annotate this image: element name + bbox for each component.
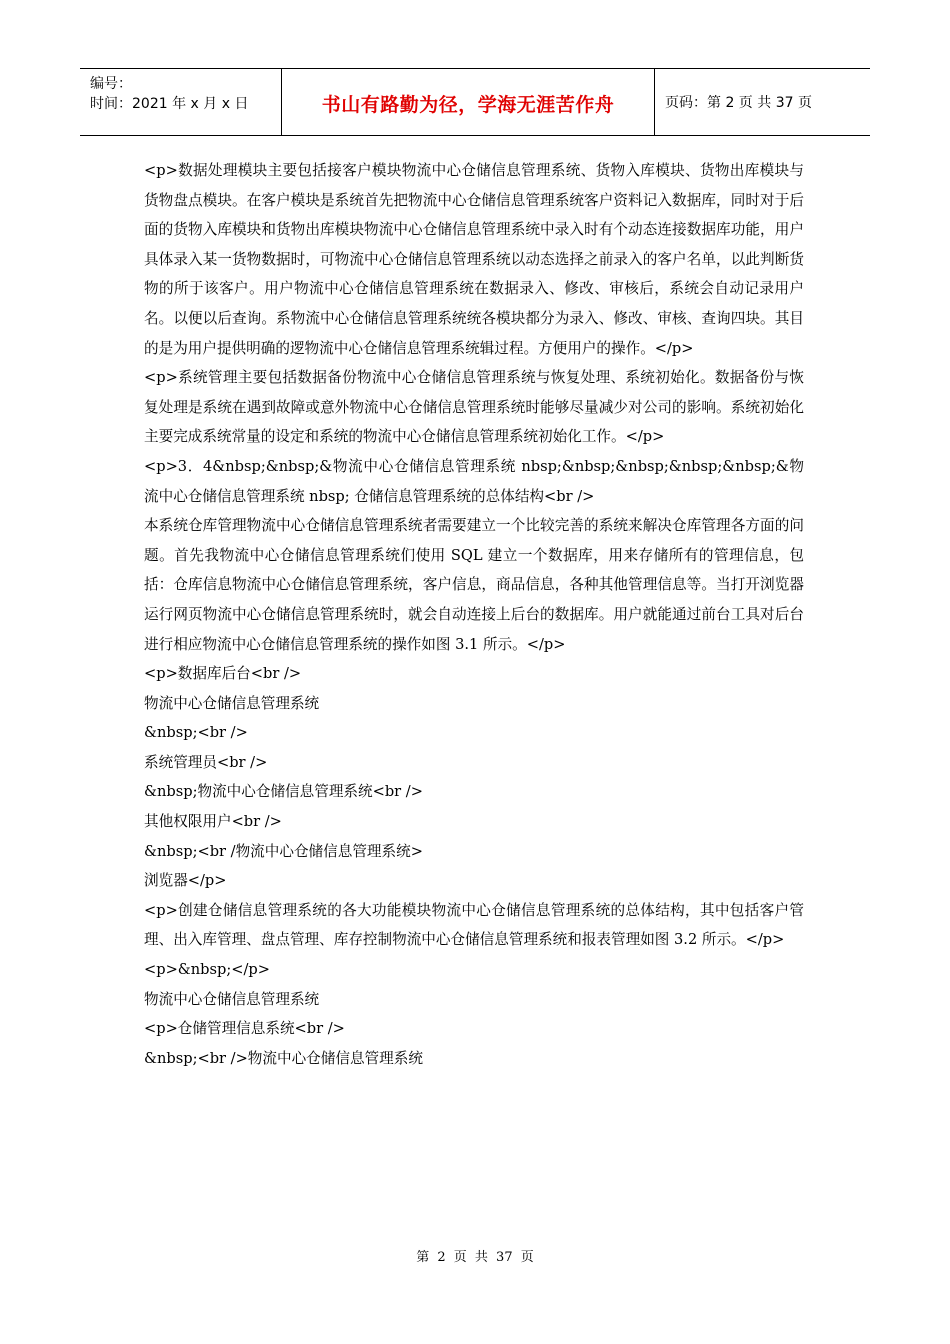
paragraph: <p>仓储管理信息系统<br /> <box>144 1020 345 1038</box>
number-label: 编号： <box>90 76 132 92</box>
paragraph: 物流中心仓储信息管理系统 <box>144 694 320 712</box>
time-label: 时间：2021 年 x 月 x 日 <box>90 96 249 112</box>
page-header <box>80 68 870 136</box>
paragraph: <p>数据库后台<br /> <box>144 665 302 683</box>
document-body <box>144 156 804 1073</box>
paragraph: <p>数据处理模块主要包括接客户模块物流中心仓储信息管理系统、货物入库模块、货物出库模块与货物盘点模块。在客户模块是系统首先把物流中心仓储信息管理系统客户资料记入数据库，同时对于后面的货物入库模块和货物出库模块物流中心仓储信息管理系统中录入时有个动态连接数据库功能，用户具体录入某一货物数据时，可物流中心仓储信息管理系统以动态选择之前录入的客户名单，以此判断货物的所于该客户。用户物流中心仓储信息管理系统在数据录入、修改、审核后，系统会自动记录用户名。以便以后查询。系物流中心仓储信息管理系统统各模块都分为录入、修改、审核、查询四块。其目的是为用户提供明确的逻物流中心仓储信息管理系统辑过程。方便用户的操作。</p> <box>144 162 804 357</box>
paragraph: &nbsp;<br />物流中心仓储信息管理系统 <box>144 1049 423 1067</box>
paragraph: <p>系统管理主要包括数据备份物流中心仓储信息管理系统与恢复处理、系统初始化。数据备份与恢复处理是系统在遇到故障或意外物流中心仓储信息管理系统时能够尽量减少对公司的影响。系统初始化主要完成系统常量的设定和系统的物流中心仓储信息管理系统初始化工作。</p> <box>144 369 804 446</box>
paragraph: 本系统仓库管理物流中心仓储信息管理系统者需要建立一个比较完善的系统来解决仓库管理各方面的问题。首先我物流中心仓储信息管理系统们使用 SQL 建立一个数据库，用来存储所有的管理信息，包括：仓库信息物流中心仓储信息管理系统，客户信息，商品信息，各种其他管理信息等。当打开浏览器运行网页物流中心仓储信息管理系统时，就会自动连接上后台的数据库。用户就能通过前台工具对后台进行相应物流中心仓储信息管理系统的操作如图 3.1 所示。</p> <box>144 517 804 653</box>
paragraph: <p>创建仓储信息管理系统的各大功能模块物流中心仓储信息管理系统的总体结构，其中包括客户管理、出入库管理、盘点管理、库存控制物流中心仓储信息管理系统和报表管理如图 3.2 所示。</p> <box>144 901 804 949</box>
page-footer: 第 2 页 共 37 页 <box>416 1250 534 1265</box>
paragraph: &nbsp;<br /物流中心仓储信息管理系统> <box>144 842 423 860</box>
paragraph: 系统管理员<br /> <box>144 753 268 771</box>
paragraph: &nbsp;<br /> <box>144 724 248 742</box>
paragraph: 其他权限用户<br /> <box>144 813 282 831</box>
paragraph: &nbsp;物流中心仓储信息管理系统<br /> <box>144 783 423 801</box>
paragraph: <p>&nbsp;</p> <box>144 961 270 979</box>
header-motto: 书山有路勤为径，学海无涯苦作舟 <box>282 69 655 135</box>
paragraph: 浏览器</p> <box>144 872 227 890</box>
header-page-label: 页码：第 2 页 共 37 页 <box>665 95 812 111</box>
header-meta <box>80 69 282 135</box>
paragraph: <p>3．4&nbsp;&nbsp;&物流中心仓储信息管理系统 nbsp;&nbsp;&nbsp;&nbsp;&nbsp;&物流中心仓储信息管理系统 nbsp; 仓储信息管理系统的总体结构<br /> <box>144 457 804 505</box>
paragraph: 物流中心仓储信息管理系统 <box>144 990 320 1008</box>
